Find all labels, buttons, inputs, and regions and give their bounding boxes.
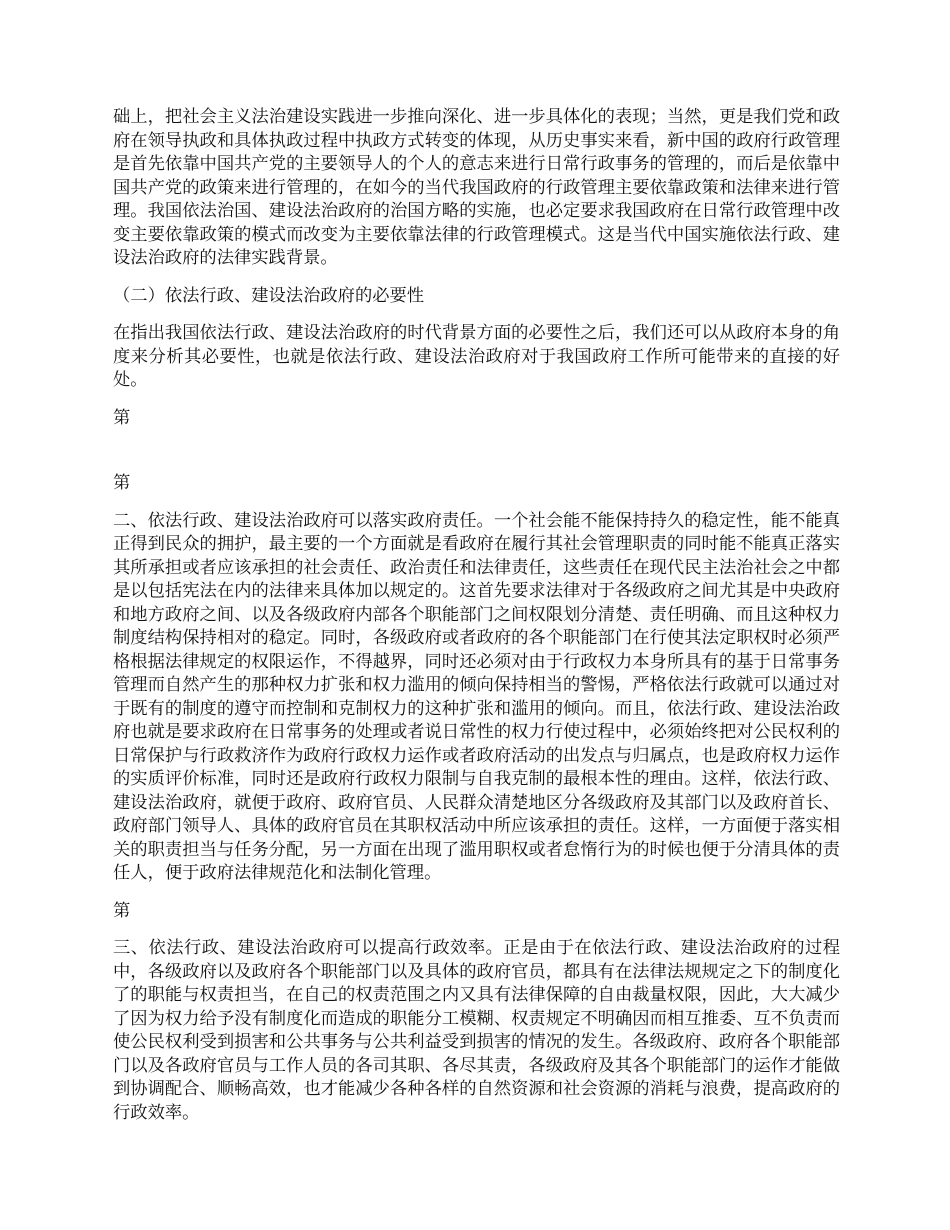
paragraph: 在指出我国依法行政、建设法治政府的时代背景方面的必要性之后，我们还可以从政府本身的角度来分析其必要性，也就是依法行政、建设法治政府对于我国政府工作所可能带来的直接的好处。 (113, 323, 840, 390)
section-marker: 第 (113, 407, 131, 428)
section-marker: 第 (113, 473, 131, 493)
section-heading: （二）依法行政、建设法治政府的必要性 (113, 285, 425, 306)
paragraph: 础上，把社会主义法治建设实践进一步推向深化、进一步具体化的表现；当然，更是我们党和政府在领导执政和具体执政过程中执政方式转变的体现，从历史事实来看，新中国的政府行政管理是首先依靠中国共产党的主要领导人的个人的意志来进行日常行政事务的管理的，而后是依靠中国共产党的政策来进行管理的，在如今的当代我国政府的行政管理主要依靠政策和法律来进行管理。我国依法治国、建设法治政府的治国方略的实施，也必定要求我国政府在日常行政管理中改变主要依靠政策的模式而改变为主要依靠法律的行政管理模式。这是当代中国实施依法行政、建设法治政府的法律实践背景。 (113, 107, 840, 268)
paragraph: 二、依法行政、建设法治政府可以落实政府责任。一个社会能不能保持持久的稳定性，能不能真正得到民众的拥护，最主要的一个方面就是看政府在履行其社会管理职责的同时能不能真正落实其所承担或者应该承担的社会责任、政治责任和法律责任，这些责任在现代民主法治社会之中都是以包括宪法在内的法律来具体加以规定的。这首先要求法律对于各级政府之间尤其是中央政府和地方政府之间、以及各级政府内部各个职能部门之间权限划分清楚、责任明确、而且这种权力制度结构保持相对的稳定。同时，各级政府或者政府的各个职能部门在行使其法定职权时必须严格根据法律规定的权限运作，不得越界，同时还必须对由于行政权力本身所具有的基于日常事务管理而自然产生的那种权力扩张和权力滥用的倾向保持相当的警惕，严格依法行政就可以通过对于既有的制度的遵守而控制和克制权力的这种扩张和滥用的倾向。而且，依法行政、建设法治政府也就是要求政府在日常事务的处理或者说日常性的权力行使过程中，必须始终把对公民权利的日常保护与行政救济作为政府行政权力运作或者政府活动的出发点与归属点，也是政府权力运作的实质评价标准，同时还是政府行政权力限制与自我克制的最根本性的理由。这样，依法行政、建设法治政府，就便于政府、政府官员、人民群众清楚地区分各级政府及其部门以及政府首长、政府部门领导人、具体的政府官员在其职权活动中所应该承担的责任。这样，一方面便于落实相关的职责担当与任务分配，另一方面在出现了滥用职权或者怠惰行为的时候也便于分清具体的责任人，便于政府法律规范化和法制化管理。 (113, 510, 840, 883)
paragraph: 三、依法行政、建设法治政府可以提高行政效率。正是由于在依法行政、建设法治政府的过程中，各级政府以及政府各个职能部门以及具体的政府官员，都具有在法律法规规定之下的制度化了的职能与权责担当，在自己的权责范围之内又具有法律保障的自由裁量权限，因此，大大减少了因为权力给予没有制度化而造成的职能分工模糊、权责规定不明确因而相互推委、互不负责而使公民权利受到损害和公共事务与公共利益受到损害的情况的发生。各级政府、政府各个职能部门以及各政府官员与工作人员的各司其职、各尽其责，各级政府及其各个职能部门的运作才能做到协调配合、顺畅高效，也才能减少各种各样的自然资源和社会资源的消耗与浪费，提高政府的行政效率。 (113, 938, 840, 1123)
document-page (113, 106, 840, 1139)
section-marker: 第 (113, 900, 131, 921)
